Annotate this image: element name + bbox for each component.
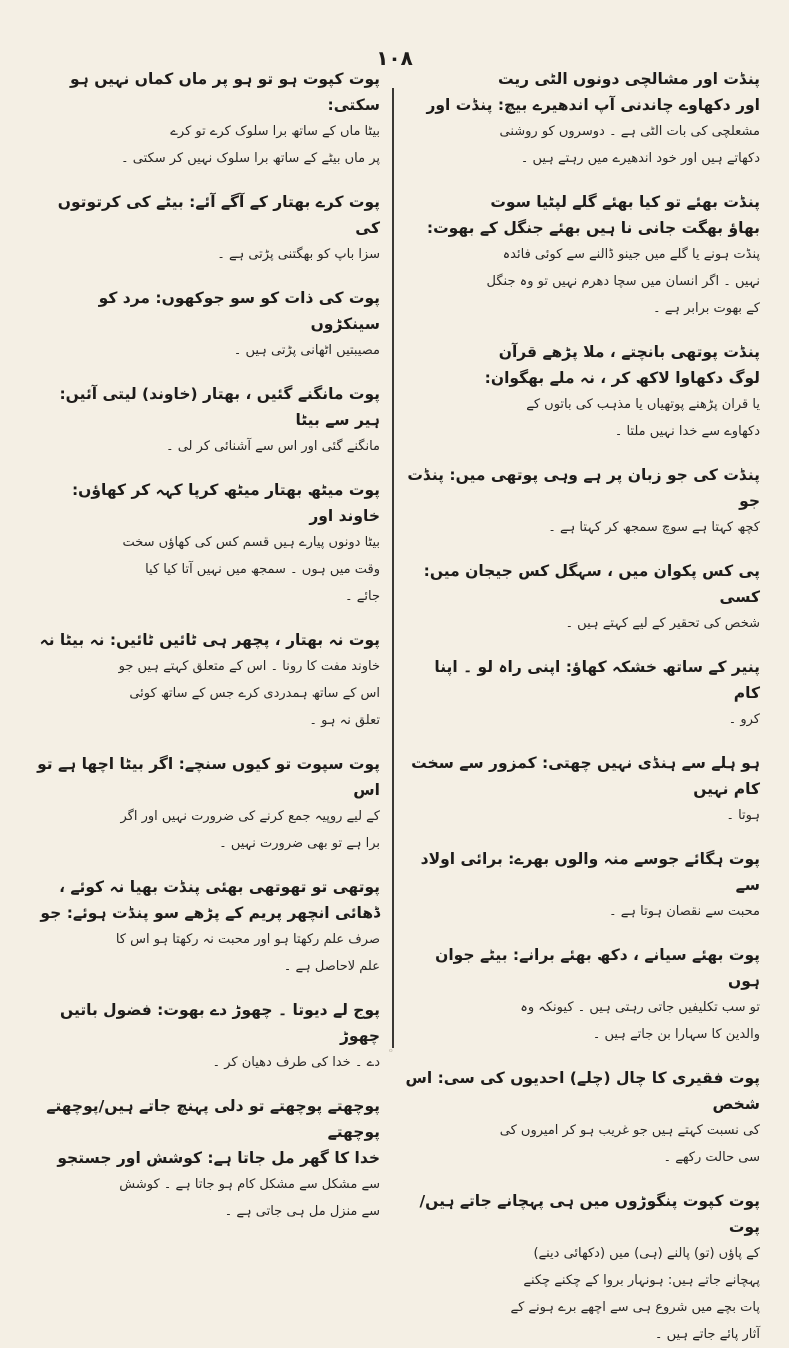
proverb-meaning: محبت سے نقصان ہوتا ہے ۔ [609, 904, 760, 919]
proverb-meaning: ہوتا ۔ [726, 808, 760, 823]
proverb-heading: پوت ہگائے جوسے منہ والوں بھرے: برائی اولاد سے [420, 850, 760, 894]
proverb-heading: پوت کی ذات کو سو جوکھوں: مرد کو سینکڑوں [98, 289, 380, 333]
proverb-entry [36, 189, 380, 268]
proverb-entry [404, 189, 760, 322]
proverb-heading: ہو ہلے سے ہنڈی نہیں چھتی: کمزور سے سخت کام نہیں [411, 754, 760, 798]
proverb-meaning: پنڈت ہونے یا گلے میں جینو ڈالنے سے کوئی فائدہ نہیں ۔ اگر انسان میں سچا دھرم نہیں تو وہ جنگل کے بھوت برابر ہے ۔ [486, 247, 760, 316]
proverb-heading: پوت مانگنے گئیں ، بھتار (خاوند) لیتی آئیں: ہیر سے بیٹا [59, 385, 380, 429]
proverb-meaning: مانگنے گئی اور اس سے آشنائی کر لی ۔ [165, 439, 380, 454]
proverb-meaning: کے پاؤں (تو) پالنے (ہی) میں (دکھائی دینے) پہچانے جاتے ہیں: ہونہار بروا کے چکنے چکنے پات بچے میں شروع ہی سے اچھے برے ہونے کے آثار پائے جاتے ہیں ۔ [510, 1246, 760, 1342]
proverb-meaning: کرو ۔ [728, 712, 760, 727]
proverb-meaning: تو سب تکلیفیں جاتی رہتی ہیں ۔ کیونکہ وہ والدین کا سہارا بن جاتے ہیں ۔ [520, 1000, 760, 1042]
proverb-heading: پنڈت پوتھی بانچتے ، ملا پڑھے قرآن لوگ دکھاوا لاکھ کر ، نہ ملے بھگوان: [484, 343, 760, 387]
proverb-meaning: سزا باپ کو بھگتنی پڑتی ہے ۔ [217, 247, 380, 262]
proverb-heading: پنیر کے ساتھ خشکہ کھاؤ: اپنی راہ لو ۔ اپنا کام [434, 658, 760, 702]
proverb-entry [404, 654, 760, 733]
proverb-meaning: خاوند مفت کا رونا ۔ اس کے متعلق کہتے ہیں جو اس کے ساتھ ہمدردی کرے جس کے ساتھ کوئی تعلق نہ ہو ۔ [118, 659, 380, 728]
proverb-heading: پنڈت بھئے تو کیا بھئے گلے لپٹیا سوت بھاؤ بھگت جانی نا ہیں بھئے جنگل کے بھوت: [426, 193, 760, 237]
proverb-heading: پوت کپوت ہو تو ہو پر ماں کماں نہیں ہو سکتی: [70, 70, 380, 114]
proverb-heading: پوت بھئے سیانے ، دکھ بھئے برانے: بیٹے جوان ہوں [435, 946, 760, 990]
proverb-heading: پوت کپوت پنگوڑوں میں ہی پہچانے جاتے ہیں/پوت [419, 1192, 760, 1236]
proverb-entry [404, 339, 760, 445]
proverb-heading: پوج لے دیوتا ۔ چھوڑ دے بھوت: فضول باتیں چھوڑ [60, 1001, 380, 1045]
proverb-heading: پوتھی تو تھوتھی بھئی پنڈت بھیا نہ کوئے ، ڈھائی انچھر پریم کے پڑھے سو پنڈت ہوئے: جو [40, 878, 380, 922]
proverb-heading: پنڈت کی جو زبان پر ہے وہی پوتھی میں: پنڈت جو [407, 466, 760, 510]
proverb-entry [404, 558, 760, 637]
proverb-meaning: مشعلچی کی بات الٹی ہے ۔ دوسروں کو روشنی دکھاتے ہیں اور خود اندھیرے میں رہتے ہیں ۔ [499, 124, 760, 166]
proverb-heading: پوت نہ بھتار ، پچھر ہی ٹائیں ٹائیں: نہ بیٹا نہ [39, 631, 380, 649]
proverb-heading: پوت فقیری کا چال (چلے) احدیوں کی سی: اس شخص [405, 1069, 760, 1113]
page-number: ۱۰۸ [376, 46, 413, 70]
column-divider [392, 88, 394, 1048]
proverb-entry [404, 750, 760, 829]
proverb-entry [36, 477, 380, 610]
proverb-heading: پوت میٹھ بھتار میٹھ کرپا کہہ کر کھاؤں: خاوند اور [71, 481, 380, 525]
proverb-meaning: کے لیے روپیہ جمع کرنے کی ضرورت نہیں اور اگر برا ہے تو بھی ضرورت نہیں ۔ [120, 809, 380, 851]
proverb-meaning: سے مشکل سے مشکل کام ہو جاتا ہے ۔ کوشش سے منزل مل ہی جاتی ہے ۔ [119, 1177, 380, 1219]
bottom-mark: ₒ [388, 1044, 394, 1055]
proverb-entry [404, 66, 760, 172]
proverb-meaning: بیٹا دونوں پیارے ہیں قسم کس کی کھاؤں سخت وقت میں ہوں ۔ سمجھ میں نہیں آتا کیا کیا جائے ۔ [122, 535, 380, 604]
proverb-entry [36, 1093, 380, 1225]
proverb-heading: پی کس پکوان میں ، سہگل کس جیجان میں: کسی [423, 562, 760, 606]
proverb-entry [404, 942, 760, 1048]
proverb-meaning: صرف علم رکھتا ہو اور محبت نہ رکھتا ہو اس کا علم لاحاصل ہے ۔ [115, 932, 380, 974]
proverb-meaning: یا قران پڑھنے پوتھیاں یا مذہب کی باتوں کے دکھاوے سے خدا نہیں ملتا ۔ [526, 397, 760, 439]
proverb-heading: پوچھتے پوچھتے تو دلی پہنچ جاتے ہیں/پوچھتے پوچھتے خدا کا گھر مل جاتا ہے: کوشش اور جستجو [46, 1097, 380, 1167]
proverb-meaning: شخص کی تحقیر کے لیے کہتے ہیں ۔ [565, 616, 760, 631]
proverb-entry [36, 997, 380, 1076]
proverb-entry [404, 846, 760, 925]
proverb-heading: پنڈت اور مشالچی دونوں الٹی ریت اور دکھاوے چاندنی آپ اندھیرے بیچ: پنڈت اور [426, 70, 760, 114]
proverb-meaning: دے ۔ خدا کی طرف دھیان کر ۔ [212, 1055, 380, 1070]
proverb-entry [36, 285, 380, 364]
proverb-entry [404, 1188, 760, 1348]
proverb-entry [36, 381, 380, 460]
proverb-entry [36, 66, 380, 172]
proverb-meaning: مصیبتیں اٹھانی پڑتی ہیں ۔ [233, 343, 380, 358]
proverb-entry [404, 1065, 760, 1171]
proverb-heading: پوت سپوت تو کیوں سنچے: اگر بیٹا اچھا ہے تو اس [37, 755, 380, 799]
proverb-entry [404, 462, 760, 541]
proverb-entry [36, 874, 380, 980]
proverb-meaning: کچھ کہتا ہے سوچ سمجھ کر کہتا ہے ۔ [548, 520, 760, 535]
proverb-meaning: کی نسبت کہتے ہیں جو غریب ہو کر امیروں کی سی حالت رکھے ۔ [499, 1123, 760, 1165]
proverb-entry [36, 627, 380, 734]
proverb-meaning: بیٹا ماں کے ساتھ برا سلوک کرے تو کرے پر ماں بیٹے کے ساتھ برا سلوک نہیں کر سکتی ۔ [121, 124, 380, 166]
proverb-entry [36, 751, 380, 857]
left-column [36, 66, 380, 1219]
proverb-heading: پوت کرے بھتار کے آگے آئے: بیٹے کی کرتوتوں کی [57, 193, 380, 237]
right-column [404, 66, 760, 1342]
